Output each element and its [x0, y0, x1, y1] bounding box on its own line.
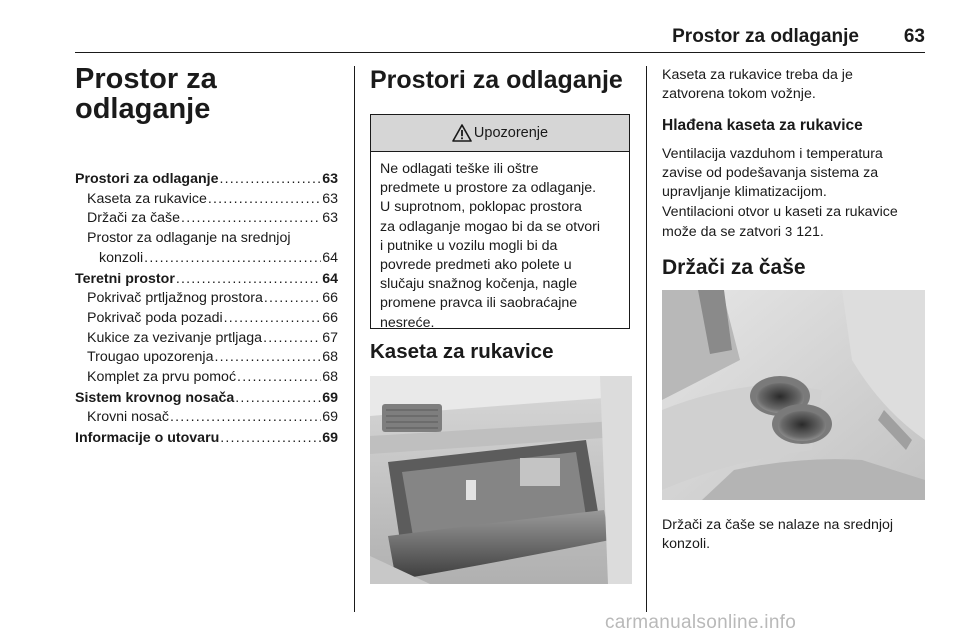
table-of-contents — [75, 170, 338, 449]
toc-entry-label: Sistem krovnog nosača — [75, 389, 235, 406]
toc-entry-label: Prostori za odlaganje — [75, 171, 219, 187]
cupholder-line: konzoli. — [662, 536, 711, 553]
warning-line: nesreće. — [380, 314, 435, 331]
section-title: Prostori za odlaganje — [370, 66, 623, 94]
warning-text — [371, 152, 629, 333]
warning-header — [371, 115, 629, 152]
running-header — [75, 26, 925, 53]
toc-entry-label: Teretni prostor — [75, 270, 175, 287]
toc-entry-page: 63 — [322, 210, 338, 227]
toc-leader-dots — [170, 408, 321, 428]
column-divider-right — [646, 66, 647, 612]
cupholder-line: Držači za čaše se nalaze na srednjoj — [662, 517, 894, 533]
chapter-title-line-2: odlaganje — [75, 93, 211, 125]
glovebox-intro — [662, 66, 927, 104]
toc-leader-dots — [220, 429, 321, 449]
toc-leader-dots — [237, 368, 321, 388]
toc-entry[interactable] — [75, 270, 338, 290]
running-header-title: Prostor za odlaganje — [672, 26, 859, 47]
cooled-line: upravljanje klimatizacijom. — [662, 184, 827, 201]
toc-entry-label: Držači za čaše — [87, 210, 181, 227]
toc-entry-label: konzoli — [99, 249, 144, 266]
toc-entry-page: 67 — [322, 329, 338, 346]
toc-entry-label: Kaseta za rukavice — [87, 190, 207, 207]
toc-entry-label: Pokrivač poda pozadi — [87, 309, 223, 326]
toc-entry[interactable] — [75, 170, 338, 190]
cooled-line: zavise od podešavanja sistema za — [662, 165, 879, 182]
toc-entry[interactable] — [75, 289, 338, 309]
intro-line: zatvorena tokom vožnje. — [662, 86, 816, 103]
intro-line: Kaseta za rukavice treba da je — [662, 67, 853, 83]
toc-entry-label: Kukice za vezivanje prtljaga — [87, 329, 263, 346]
glovebox-photo — [370, 376, 632, 584]
toc-entry-label: Krovni nosač — [87, 409, 170, 426]
toc-entry-label: Informacije o utovaru — [75, 430, 220, 447]
chapter-title — [75, 64, 345, 124]
cooled-line: može da se zatvori — [662, 223, 782, 240]
toc-entry-page: 64 — [322, 249, 338, 266]
cupholder-photo — [662, 290, 925, 500]
toc-entry-page: 69 — [322, 389, 338, 406]
warning-box — [370, 114, 630, 329]
toc-entry-label: Trougao upozorenja — [87, 349, 214, 366]
toc-entry-page: 63 — [322, 190, 338, 207]
warning-line: Ne odlagati teške ili oštre — [380, 161, 539, 177]
toc-entry-page: 68 — [322, 369, 338, 386]
toc-entry-page: 66 — [322, 309, 338, 326]
toc-entry[interactable] — [75, 309, 338, 329]
toc-entry-page: 69 — [322, 430, 338, 447]
toc-entry-page: 68 — [322, 349, 338, 366]
cupholder-title: Držači za čaše — [662, 256, 806, 279]
toc-leader-dots — [219, 170, 321, 190]
toc-leader-dots — [264, 289, 321, 309]
toc-entry[interactable] — [75, 229, 338, 249]
warning-line: i putnike u vozilu mogli bi da — [380, 237, 558, 254]
toc-leader-dots — [214, 348, 321, 368]
toc-leader-dots — [181, 209, 321, 229]
toc-leader-dots — [176, 270, 321, 290]
warning-title: Upozorenje — [473, 125, 549, 141]
subsection-title: Kaseta za rukavice — [370, 340, 554, 363]
cupholder-text-block — [662, 516, 927, 554]
toc-entry-label: Komplet za prvu pomoć — [87, 369, 237, 386]
page-reference-link[interactable]: 121. — [796, 223, 824, 240]
toc-entry[interactable] — [75, 368, 338, 388]
warning-line: predmete u prostore za odlaganje. — [380, 180, 597, 197]
toc-entry-page: 64 — [322, 270, 338, 287]
warning-line: U suprotnom, poklopac prostora — [380, 199, 582, 216]
warning-line: promene pravca ili saobraćajne — [380, 295, 578, 312]
toc-leader-dots — [263, 329, 321, 349]
toc-entry[interactable] — [75, 329, 338, 349]
toc-entry[interactable] — [75, 249, 338, 269]
cupholder-heading-block — [662, 256, 927, 280]
page-reference-arrow-icon: 3 — [785, 223, 793, 239]
page-number: 63 — [903, 26, 925, 47]
toc-entry[interactable] — [75, 389, 338, 409]
chapter-title-line-1: Prostor za — [75, 63, 217, 95]
toc-entry[interactable] — [75, 348, 338, 368]
column-divider-left — [354, 66, 355, 612]
watermark: carmanualsonline.info — [605, 612, 797, 633]
intro-text — [662, 66, 927, 104]
toc-entry[interactable] — [75, 190, 338, 210]
cooled-line: Ventilacija vazduhom i temperatura — [662, 146, 883, 162]
toc-leader-dots — [224, 309, 322, 329]
toc-entry-page: 66 — [322, 290, 338, 307]
toc-entry[interactable] — [75, 209, 338, 229]
warning-line: povrede predmeti ako polete u — [380, 257, 572, 274]
toc-entry-label: Prostor za odlaganje na srednjoj — [87, 230, 291, 247]
toc-entry-page: 69 — [322, 409, 338, 426]
cooled-glovebox-heading-block — [662, 117, 927, 135]
warning-triangle-icon — [452, 124, 472, 142]
cooled-glovebox-block — [662, 145, 927, 242]
cooled-glovebox-heading: Hlađena kaseta za rukavice — [662, 117, 863, 134]
warning-line: slučaju snažnog kočenja, nagle — [380, 276, 578, 293]
toc-entry-page: 63 — [322, 171, 338, 187]
cooled-glovebox-text — [662, 145, 927, 242]
toc-entry[interactable] — [75, 408, 338, 428]
toc-leader-dots — [144, 249, 321, 269]
toc-entry[interactable] — [75, 429, 338, 449]
cooled-line: Ventilacioni otvor u kaseti za rukavice — [662, 203, 898, 220]
toc-entry-label: Pokrivač prtljažnog prostora — [87, 290, 263, 307]
toc-leader-dots — [208, 190, 321, 210]
cupholder-text — [662, 516, 927, 554]
warning-line: za odlaganje mogao bi da se otvori — [380, 218, 601, 235]
toc-leader-dots — [235, 389, 321, 409]
